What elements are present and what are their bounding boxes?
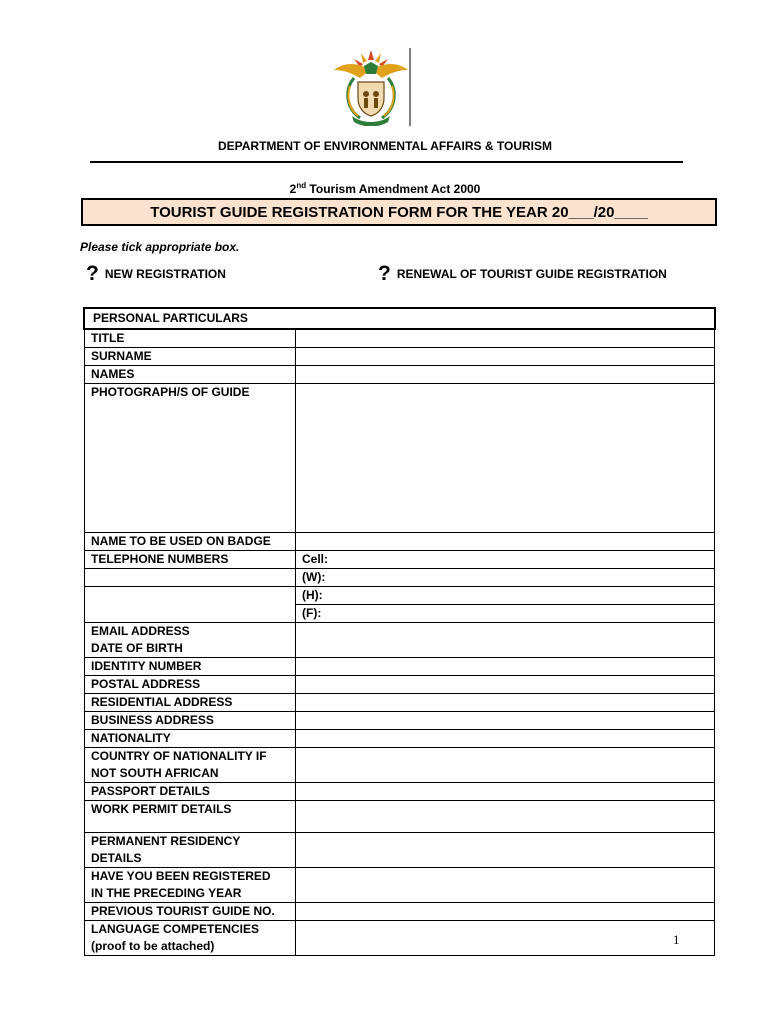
renewal-registration-label: RENEWAL OF TOURIST GUIDE REGISTRATION — [396, 267, 667, 281]
field-label-telephone-blank — [85, 605, 296, 623]
table-row — [85, 569, 715, 587]
field-input-residential[interactable] — [296, 694, 715, 712]
table-row — [85, 605, 715, 623]
field-label-language — [85, 921, 296, 956]
new-registration-label: NEW REGISTRATION — [104, 267, 226, 281]
field-label-work-permit: WORK PERMIT DETAILS — [85, 801, 296, 833]
field-label-registered — [85, 868, 296, 903]
field-input-fax[interactable] — [296, 605, 715, 623]
field-label-email: EMAIL ADDRESS — [91, 624, 190, 638]
field-label-surname: SURNAME — [85, 348, 296, 366]
field-input-email-dob[interactable] — [296, 623, 715, 658]
field-label-residency-line1: PERMANENT RESIDENCY — [91, 834, 241, 848]
tick-box-icon[interactable]: ? — [86, 262, 99, 285]
field-label-telephone: TELEPHONE NUMBERS — [85, 551, 296, 569]
table-row — [85, 551, 715, 569]
field-label-residency-line2: DETAILS — [91, 851, 142, 865]
table-row — [85, 330, 715, 348]
field-label-email-dob — [85, 623, 296, 658]
field-input-home-phone[interactable] — [296, 587, 715, 605]
field-label-id-number: IDENTITY NUMBER — [85, 658, 296, 676]
field-label-photo: PHOTOGRAPH/S OF GUIDE — [85, 384, 296, 533]
field-label-residency — [85, 833, 296, 868]
table-row — [85, 801, 715, 833]
field-label-postal: POSTAL ADDRESS — [85, 676, 296, 694]
field-label-dob: DATE OF BIRTH — [91, 641, 183, 655]
field-label-language-line1: LANGUAGE COMPETENCIES — [91, 922, 260, 936]
field-input-work-phone[interactable] — [296, 569, 715, 587]
header-rule — [90, 161, 683, 163]
act-ordinal-suffix: nd — [296, 181, 307, 190]
field-label-country-line2: NOT SOUTH AFRICAN — [91, 766, 219, 780]
field-label-country — [85, 748, 296, 783]
crest-shield — [358, 82, 384, 116]
field-label-passport: PASSPORT DETAILS — [85, 783, 296, 801]
section-title: PERSONAL PARTICULARS — [93, 311, 248, 325]
field-input-nationality[interactable] — [296, 730, 715, 748]
field-input-title[interactable] — [296, 330, 715, 348]
field-label-names: NAMES — [85, 366, 296, 384]
fax-label: (F): — [302, 606, 322, 620]
act-reference — [0, 181, 770, 196]
field-label-registered-line2: IN THE PRECEDING YEAR — [91, 886, 242, 900]
field-label-badge-name: NAME TO BE USED ON BADGE — [85, 533, 296, 551]
home-phone-label: (H): — [302, 588, 323, 602]
field-input-photo[interactable] — [296, 384, 715, 533]
new-registration-option[interactable] — [86, 262, 226, 286]
field-input-names[interactable] — [296, 366, 715, 384]
field-input-id-number[interactable] — [296, 658, 715, 676]
field-input-postal[interactable] — [296, 676, 715, 694]
table-row — [85, 623, 715, 658]
table-row — [85, 348, 715, 366]
act-name: Tourism Amendment Act 2000 — [306, 182, 481, 196]
field-label-language-line2: (proof to be attached) — [91, 939, 215, 953]
page-number: 1 — [673, 932, 680, 947]
crest-wings — [334, 62, 408, 78]
department-heading: DEPARTMENT OF ENVIRONMENTAL AFFAIRS & TOURISM — [217, 139, 552, 153]
table-row — [85, 676, 715, 694]
work-phone-label: (W): — [302, 570, 326, 584]
table-row — [85, 533, 715, 551]
field-input-language[interactable] — [296, 921, 715, 956]
field-label-registered-line1: HAVE YOU BEEN REGISTERED — [91, 869, 271, 883]
table-row — [85, 921, 715, 956]
field-input-badge-name[interactable] — [296, 533, 715, 551]
field-label-residential: RESIDENTIAL ADDRESS — [85, 694, 296, 712]
table-row — [85, 868, 715, 903]
field-input-previous-no[interactable] — [296, 903, 715, 921]
field-input-country[interactable] — [296, 748, 715, 783]
field-label-telephone-blank — [85, 569, 296, 587]
table-row — [85, 730, 715, 748]
table-row — [85, 587, 715, 605]
field-label-nationality: NATIONALITY — [85, 730, 296, 748]
field-input-business[interactable] — [296, 712, 715, 730]
field-input-work-permit[interactable] — [296, 801, 715, 833]
form-title: TOURIST GUIDE REGISTRATION FORM FOR THE YEAR 20___/20____ — [150, 204, 648, 221]
field-input-registered[interactable] — [296, 868, 715, 903]
instructions: Please tick appropriate box. — [80, 240, 240, 254]
renewal-registration-option[interactable] — [378, 262, 667, 286]
section-header-box — [83, 307, 716, 330]
table-row — [85, 748, 715, 783]
table-row — [85, 694, 715, 712]
table-row — [85, 712, 715, 730]
table-row — [85, 658, 715, 676]
field-input-residency[interactable] — [296, 833, 715, 868]
table-row — [85, 783, 715, 801]
tick-box-icon[interactable]: ? — [378, 262, 391, 285]
field-label-previous-no: PREVIOUS TOURIST GUIDE NO. — [85, 903, 296, 921]
field-input-passport[interactable] — [296, 783, 715, 801]
cell-label: Cell: — [302, 552, 329, 566]
table-row — [85, 384, 715, 533]
table-row — [85, 366, 715, 384]
field-label-telephone-blank — [85, 587, 296, 605]
field-label-country-line1: COUNTRY OF NATIONALITY IF — [91, 749, 267, 763]
field-input-surname[interactable] — [296, 348, 715, 366]
field-label-title: TITLE — [85, 330, 296, 348]
field-label-business: BUSINESS ADDRESS — [85, 712, 296, 730]
coat-of-arms-logo — [330, 48, 412, 126]
table-row — [85, 903, 715, 921]
personal-particulars-table — [84, 329, 715, 956]
table-row — [85, 833, 715, 868]
act-ordinal: 2 — [289, 182, 297, 196]
field-input-cell[interactable] — [296, 551, 715, 569]
form-title-box — [81, 198, 717, 226]
